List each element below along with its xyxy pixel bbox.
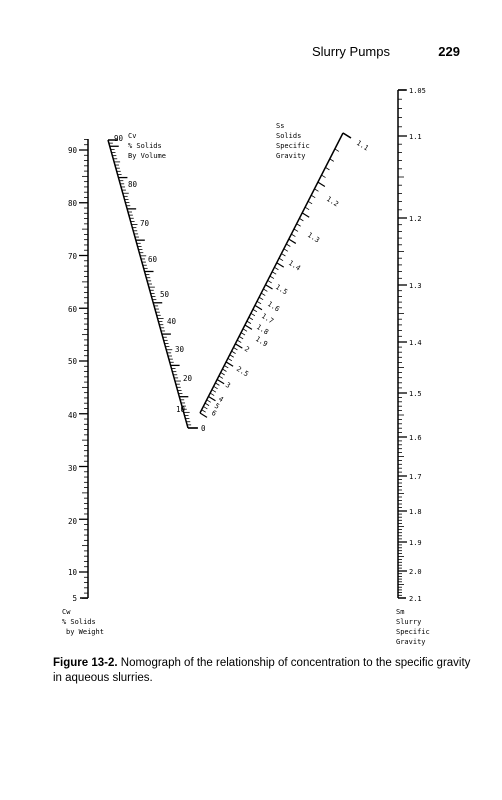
tick-mark xyxy=(314,189,318,191)
tick-mark xyxy=(249,317,253,319)
tick-mark xyxy=(266,285,273,289)
cv-title-line-1: Cv xyxy=(128,132,137,140)
ss-label-1.4: 1.4 xyxy=(286,258,302,273)
tick-mark xyxy=(289,239,296,243)
tick-mark xyxy=(308,201,312,203)
sm-label-1.6: 1.6 xyxy=(409,434,422,442)
ss-label-1.1: 1.1 xyxy=(354,138,370,153)
sm-label-2.1: 2.1 xyxy=(409,595,422,603)
cw-label-80: 80 xyxy=(67,199,77,208)
tick-mark xyxy=(284,249,288,251)
ss-title-line-4: Gravity xyxy=(276,152,306,160)
tick-mark xyxy=(224,365,228,367)
tick-mark xyxy=(215,383,219,385)
tick-mark xyxy=(217,379,224,383)
sm-ticks xyxy=(398,90,407,595)
ss-label-1.7: 1.7 xyxy=(259,311,275,326)
sm-label-1.05: 1.05 xyxy=(409,87,426,95)
tick-mark xyxy=(245,325,252,329)
ss-label-4: 4 xyxy=(216,394,225,404)
ss-title-line-3: Specific xyxy=(276,142,310,150)
ss-label-1.2: 1.2 xyxy=(324,194,340,209)
tick-mark xyxy=(322,175,326,177)
tick-mark xyxy=(286,244,290,246)
sm-label-1.9: 1.9 xyxy=(409,539,422,547)
cv-label-60: 60 xyxy=(148,255,158,264)
tick-mark xyxy=(311,195,315,197)
ss-label-1.9: 1.9 xyxy=(253,334,269,349)
ss-label-1.6: 1.6 xyxy=(265,299,281,314)
cw-label-90: 90 xyxy=(67,146,77,155)
tick-mark xyxy=(270,276,274,278)
cv-label-70: 70 xyxy=(140,219,150,228)
tick-mark xyxy=(302,213,309,217)
tick-mark xyxy=(226,362,233,366)
tick-mark xyxy=(335,149,339,151)
tick-mark xyxy=(232,351,236,353)
sm-label-1.5: 1.5 xyxy=(409,390,422,398)
cv-label-40: 40 xyxy=(167,317,177,326)
running-title: Slurry Pumps xyxy=(311,44,390,59)
tick-mark xyxy=(235,344,242,348)
cw-title-line-3: by Weight xyxy=(66,628,104,636)
tick-mark xyxy=(325,167,329,169)
tick-mark xyxy=(259,297,263,299)
tick-mark xyxy=(233,347,237,349)
ss-label-1.5: 1.5 xyxy=(273,282,289,297)
tick-mark xyxy=(299,218,303,220)
cw-title-line-2: % Solids xyxy=(62,618,96,626)
tick-mark xyxy=(221,373,225,375)
sm-label-1.7: 1.7 xyxy=(409,473,422,481)
sm-label-2.0: 2.0 xyxy=(409,568,422,576)
cv-title-line-2: % Solids xyxy=(128,142,162,150)
tick-mark xyxy=(214,386,218,388)
tick-mark xyxy=(272,272,276,274)
ss-label-3: 3 xyxy=(223,380,232,390)
cv-tick-labels xyxy=(114,134,206,433)
cw-label-70: 70 xyxy=(67,252,77,261)
tick-mark xyxy=(202,410,206,412)
tick-mark xyxy=(261,293,265,295)
ss-title xyxy=(276,122,310,160)
tick-mark xyxy=(247,321,251,323)
cv-ticks xyxy=(108,140,197,428)
tick-mark xyxy=(305,207,309,209)
cv-label-30: 30 xyxy=(175,345,185,354)
tick-mark xyxy=(253,309,257,311)
tick-mark xyxy=(210,393,214,395)
tick-mark xyxy=(200,413,207,417)
tick-mark xyxy=(279,258,283,260)
cw-label-60: 60 xyxy=(67,305,77,314)
ss-label-1.3: 1.3 xyxy=(305,230,321,245)
tick-mark xyxy=(268,280,272,282)
sm-label-1.8: 1.8 xyxy=(409,508,422,516)
sm-label-1.1: 1.1 xyxy=(409,133,422,141)
cv-label-0: 0 xyxy=(201,424,206,433)
cw-ticks xyxy=(79,139,88,598)
cv-label-10: 10 xyxy=(176,405,186,414)
cv-title xyxy=(128,132,166,160)
tick-mark xyxy=(274,267,278,269)
tick-mark xyxy=(257,301,261,303)
cw-label-5: 5 xyxy=(72,594,77,603)
tick-mark xyxy=(291,234,295,236)
tick-mark xyxy=(219,376,223,378)
sm-title-line-2: Slurry xyxy=(396,618,422,626)
tick-mark xyxy=(207,400,211,402)
cw-label-50: 50 xyxy=(67,357,77,366)
cw-title-line-1: Cw xyxy=(62,608,71,616)
sm-title xyxy=(396,608,430,646)
cw-label-10: 10 xyxy=(67,568,77,577)
cv-label-50: 50 xyxy=(160,290,170,299)
ss-scale xyxy=(200,122,370,418)
cv-label-90: 90 xyxy=(114,134,124,143)
tick-mark xyxy=(239,336,243,338)
cw-scale xyxy=(62,139,104,636)
sm-title-line-4: Gravity xyxy=(396,638,426,646)
figure-caption-label: Figure 13-2. xyxy=(53,657,118,669)
sm-title-line-1: Sm xyxy=(396,608,405,616)
tick-mark xyxy=(241,333,245,335)
cw-label-30: 30 xyxy=(67,464,77,473)
tick-mark xyxy=(203,406,207,408)
cw-title xyxy=(62,608,104,636)
ss-title-line-2: Solids xyxy=(276,132,302,140)
cv-scale xyxy=(108,132,206,433)
tick-mark xyxy=(237,340,241,342)
cv-title-line-3: By Volume xyxy=(128,152,166,160)
tick-mark xyxy=(243,329,247,331)
page-number: 229 xyxy=(438,44,460,59)
figure-caption xyxy=(53,656,473,686)
sm-title-line-3: Specific xyxy=(396,628,430,636)
sm-label-1.4: 1.4 xyxy=(409,339,422,347)
ss-label-2.5: 2.5 xyxy=(234,364,250,379)
ss-label-1.8: 1.8 xyxy=(254,322,270,337)
tick-mark xyxy=(222,369,226,371)
cw-tick-labels xyxy=(68,146,78,603)
sm-label-1.2: 1.2 xyxy=(409,215,422,223)
cw-label-40: 40 xyxy=(67,411,77,420)
tick-mark xyxy=(255,305,262,309)
sm-scale xyxy=(396,87,430,646)
cv-label-20: 20 xyxy=(183,374,193,383)
tick-mark xyxy=(294,229,298,231)
ss-ticks xyxy=(200,133,350,417)
ss-label-2: 2 xyxy=(242,344,251,354)
tick-mark xyxy=(251,313,255,315)
tick-mark xyxy=(297,224,301,226)
ss-label-6: 6 xyxy=(209,408,218,418)
sm-tick-labels xyxy=(409,87,426,603)
sm-label-1.3: 1.3 xyxy=(409,282,422,290)
tick-mark xyxy=(277,263,284,267)
ss-tick-labels xyxy=(210,139,370,418)
tick-mark xyxy=(330,159,334,161)
tick-mark xyxy=(318,182,325,186)
tick-mark xyxy=(343,133,350,137)
tick-mark xyxy=(208,396,215,400)
tick-mark xyxy=(212,390,216,392)
figure-caption-text: Nomograph of the relationship of concentration to the specific gravity in aqueous slurries. xyxy=(53,657,471,684)
tick-mark xyxy=(228,358,232,360)
cv-label-80: 80 xyxy=(128,180,138,189)
tick-mark xyxy=(230,355,234,357)
cw-label-20: 20 xyxy=(67,517,77,526)
tick-mark xyxy=(263,289,267,291)
tick-mark xyxy=(281,254,285,256)
ss-title-line-1: Ss xyxy=(276,122,285,130)
tick-mark xyxy=(205,403,209,405)
ss-label-5: 5 xyxy=(212,401,221,411)
